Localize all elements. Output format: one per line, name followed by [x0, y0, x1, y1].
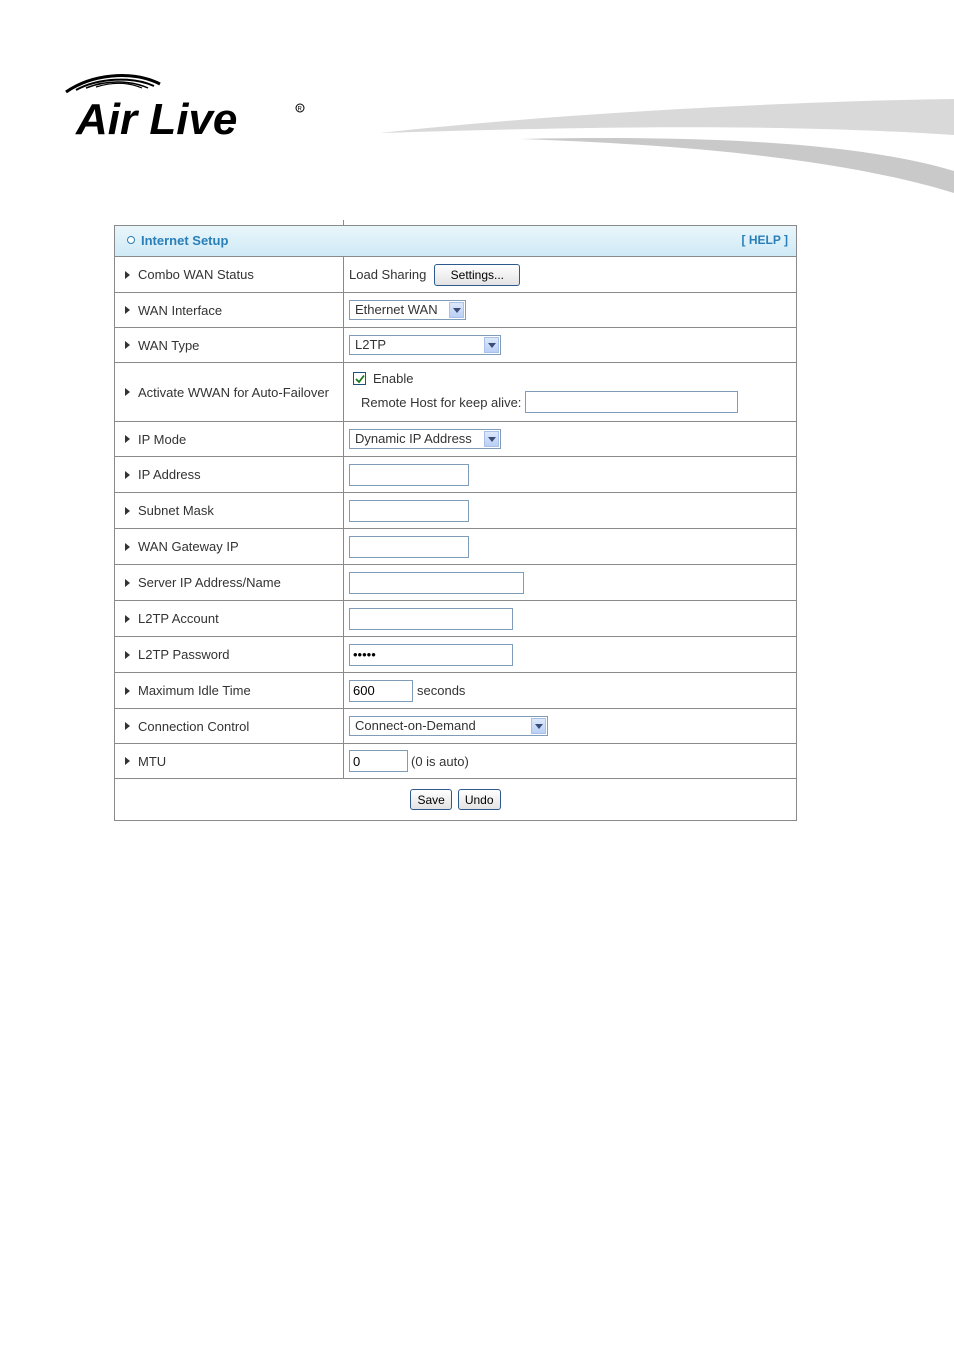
row-arrow-icon [125, 388, 130, 396]
airlive-logo [62, 70, 312, 142]
bullet-icon [127, 236, 135, 244]
ip-mode-label: IP Mode [138, 431, 187, 447]
row-l2tp-account [115, 601, 796, 637]
value-cell [344, 363, 796, 421]
checkmark-icon [355, 374, 365, 384]
chevron-down-icon [484, 337, 499, 353]
subnet-mask-input[interactable] [349, 500, 469, 522]
value-cell [344, 328, 796, 362]
mtu-input[interactable] [349, 750, 408, 772]
connection-control-selected: Connect-on-Demand [355, 718, 476, 733]
value-cell [344, 529, 796, 564]
enable-label: Enable [373, 371, 414, 386]
help-link[interactable]: [ HELP ] [741, 233, 788, 247]
enable-checkbox-group [353, 371, 413, 386]
max-idle-time-input[interactable] [349, 680, 413, 702]
panel-header [115, 226, 796, 257]
ip-address-label: IP Address [138, 467, 201, 482]
row-arrow-icon [125, 435, 130, 443]
wan-interface-select[interactable] [349, 300, 466, 320]
row-server-ip [115, 565, 796, 601]
wan-interface-selected: Ethernet WAN [355, 302, 438, 317]
server-ip-input[interactable] [349, 572, 524, 594]
enable-checkbox[interactable] [353, 372, 366, 385]
row-subnet-mask [115, 493, 796, 529]
header-swoosh [380, 95, 954, 195]
combo-wan-status-label: Combo WAN Status [138, 267, 254, 282]
panel-title [127, 233, 228, 248]
row-arrow-icon [125, 507, 130, 515]
row-ip-address [115, 457, 796, 493]
value-cell [344, 422, 796, 456]
wan-gateway-ip-input[interactable] [349, 536, 469, 558]
remote-host-group [353, 391, 738, 413]
mtu-hint: (0 is auto) [411, 753, 469, 769]
combo-wan-status-value: Load Sharing [349, 267, 427, 282]
save-button[interactable]: Save [410, 789, 451, 810]
l2tp-password-input[interactable] [349, 644, 513, 666]
ip-address-input[interactable] [349, 464, 469, 486]
value-cell [344, 493, 796, 528]
row-mtu [115, 744, 796, 779]
row-arrow-icon [125, 757, 130, 765]
row-activate-wwan [115, 363, 796, 422]
activate-wwan-label: Activate WWAN for Auto-Failover [138, 384, 329, 400]
value-cell [344, 744, 796, 778]
row-arrow-icon [125, 687, 130, 695]
svg-text:R: R [297, 106, 302, 113]
row-combo-wan-status [115, 257, 796, 293]
row-arrow-icon [125, 651, 130, 659]
row-arrow-icon [125, 615, 130, 623]
ip-mode-select[interactable] [349, 429, 501, 449]
remote-host-input[interactable] [525, 391, 738, 413]
row-actions [115, 779, 796, 820]
row-wan-gateway-ip [115, 529, 796, 565]
value-cell [344, 293, 796, 327]
settings-button[interactable]: Settings... [434, 264, 520, 286]
subnet-mask-label: Subnet Mask [138, 503, 214, 518]
mtu-label: MTU [138, 753, 167, 769]
value-cell [344, 257, 796, 292]
panel-title-text: Internet Setup [141, 233, 229, 248]
undo-button[interactable]: Undo [458, 789, 501, 810]
wan-type-select[interactable] [349, 335, 501, 355]
server-ip-label: Server IP Address/Name [138, 575, 281, 590]
chevron-down-icon [449, 302, 464, 318]
row-connection-control [115, 709, 796, 744]
internet-setup-panel [114, 225, 797, 821]
wan-gateway-ip-label: WAN Gateway IP [138, 539, 239, 554]
wan-type-label: WAN Type [138, 337, 200, 353]
label-cell [115, 257, 344, 292]
label-cell [115, 457, 344, 492]
l2tp-account-label: L2TP Account [138, 611, 219, 626]
row-arrow-icon [125, 471, 130, 479]
remote-host-label: Remote Host for keep alive: [361, 394, 522, 410]
row-wan-interface [115, 293, 796, 328]
label-cell [115, 293, 344, 327]
label-cell [115, 493, 344, 528]
max-idle-time-unit: seconds [417, 683, 466, 698]
row-max-idle-time [115, 673, 796, 709]
ip-mode-selected: Dynamic IP Address [355, 431, 472, 446]
chevron-down-icon [531, 718, 546, 734]
row-arrow-icon [125, 271, 130, 279]
row-arrow-icon [125, 543, 130, 551]
connection-control-select[interactable] [349, 716, 548, 736]
row-arrow-icon [125, 341, 130, 349]
label-cell [115, 709, 344, 743]
wan-type-selected: L2TP [355, 337, 387, 352]
l2tp-password-label: L2TP Password [138, 647, 230, 662]
logo-text: Air Live [76, 95, 238, 142]
wan-interface-label: WAN Interface [138, 302, 223, 318]
row-wan-type [115, 328, 796, 363]
row-arrow-icon [125, 306, 130, 314]
max-idle-time-label: Maximum Idle Time [138, 683, 251, 698]
label-cell [115, 673, 344, 708]
value-cell [344, 673, 796, 708]
value-cell [344, 637, 796, 672]
value-cell [344, 457, 796, 492]
l2tp-account-input[interactable] [349, 608, 513, 630]
value-cell [344, 601, 796, 636]
value-cell [344, 565, 796, 600]
row-l2tp-password [115, 637, 796, 673]
label-cell [115, 328, 344, 362]
connection-control-label: Connection Control [138, 718, 250, 734]
label-cell [115, 529, 344, 564]
row-arrow-icon [125, 579, 130, 587]
chevron-down-icon [484, 431, 499, 447]
row-ip-mode [115, 422, 796, 457]
label-cell [115, 565, 344, 600]
row-arrow-icon [125, 722, 130, 730]
label-cell [115, 422, 344, 456]
label-cell [115, 601, 344, 636]
value-cell [344, 709, 796, 743]
label-cell [115, 637, 344, 672]
label-cell [115, 744, 344, 778]
label-cell [115, 363, 344, 421]
